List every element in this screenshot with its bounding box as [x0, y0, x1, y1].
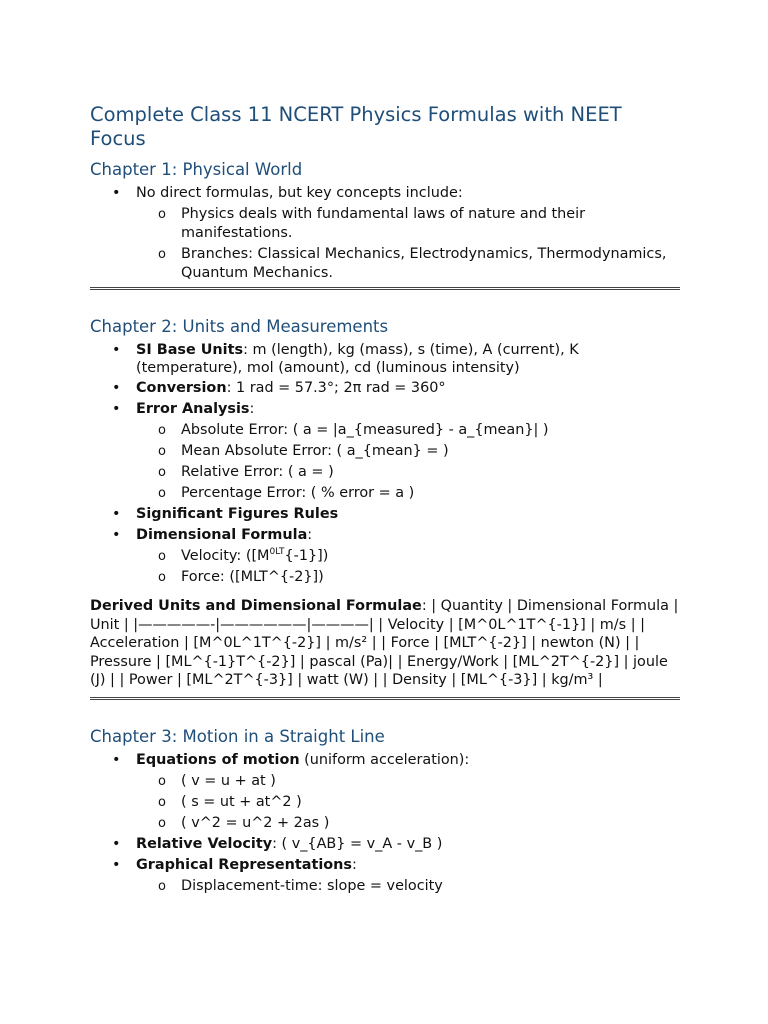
sub-item-text: Percentage Error: ( % error = a ): [181, 485, 415, 501]
sub-list-item: [91, 877, 680, 896]
error-sub-list: [136, 421, 680, 503]
sub-item-text: Displacement-time: slope = velocity: [181, 877, 443, 894]
sub-item-text: ( v^2 = u^2 + 2as ): [181, 814, 330, 831]
sub-bullet-icon: o: [158, 207, 166, 222]
sub-list-item: [91, 793, 680, 812]
dimensional-sub-list: [136, 547, 680, 587]
list-item: [90, 341, 680, 377]
sub-bullet-icon: o: [158, 878, 166, 894]
relative-velocity-text: : ( v_{AB} = v_A - v_B ): [272, 835, 443, 852]
chapter-2-heading: Chapter 2: Units and Measurements: [90, 317, 389, 336]
chapter-3-heading: Chapter 3: Motion in a Straight Line: [90, 726, 385, 746]
list-item: [90, 856, 680, 896]
section-divider: [90, 287, 680, 290]
equations-sub-list: [136, 772, 680, 833]
list-item: [90, 835, 680, 854]
sub-item-text: Physics deals with fundamental laws of nature and their manifestations.: [181, 206, 586, 241]
list-item: [90, 526, 680, 587]
chapter-3-list: [90, 751, 680, 896]
force-formula: Force: ([MLT^{-2}]): [181, 569, 324, 585]
bullet-icon: •: [112, 835, 121, 852]
sub-item-text: ( s = ut + at^2 ): [181, 793, 302, 810]
sub-bullet-icon: o: [158, 794, 166, 810]
bullet-icon: •: [112, 401, 121, 417]
chapter-1-list: [90, 184, 680, 283]
list-item: [90, 184, 680, 283]
derived-units-label: Derived Units and Dimensional Formulae: [90, 598, 422, 614]
sub-list-item: [91, 442, 680, 461]
sub-list-item: [91, 568, 680, 587]
error-analysis-label: Error Analysis: [136, 401, 250, 417]
graphical-representations-colon: :: [351, 856, 357, 873]
velocity-formula-superscript: 0LT: [269, 547, 285, 557]
sub-bullet-icon: o: [158, 549, 166, 564]
derived-units-paragraph: [90, 597, 680, 690]
velocity-formula: [181, 547, 680, 566]
sub-list: [136, 205, 680, 283]
bullet-icon: •: [112, 380, 121, 396]
bullet-icon: •: [112, 856, 121, 873]
sub-list-item: [91, 772, 680, 791]
graphical-representations-label: Graphical Representations: [136, 856, 352, 873]
list-item-text: No direct formulas, but key concepts include:: [136, 185, 463, 201]
bullet-icon: •: [112, 185, 121, 201]
sub-bullet-icon: o: [158, 444, 166, 459]
sub-bullet-icon: o: [158, 570, 166, 585]
si-units-label: SI Base Units: [136, 342, 244, 358]
list-item: [90, 751, 680, 833]
list-item: [90, 379, 680, 398]
si-units-text: : m (length), kg (mass), s (time), A (current), K (temperature), mol (amount), cd (luminous intensity): [136, 342, 579, 376]
document-page: [90, 103, 680, 898]
dimensional-formula-label: Dimensional Formula: [136, 527, 308, 543]
sub-bullet-icon: o: [158, 423, 166, 438]
sub-list-item: [91, 547, 680, 566]
sub-item-text: Absolute Error: ( a = |a_{measured} - a_{mean}| ): [181, 422, 549, 438]
sub-bullet-icon: o: [158, 465, 166, 480]
sub-bullet-icon: o: [158, 815, 166, 831]
bullet-icon: •: [112, 506, 121, 522]
chapter-1-heading: Chapter 1: Physical World: [90, 160, 303, 179]
conversion-label: Conversion: [136, 380, 227, 396]
sub-bullet-icon: o: [158, 486, 166, 501]
equations-of-motion-text: (uniform acceleration):: [299, 751, 470, 768]
sub-list-item: [91, 484, 680, 503]
graphical-sub-list: [136, 877, 680, 896]
velocity-formula-end: {-1}]): [284, 548, 329, 564]
page-title: Complete Class 11 NCERT Physics Formulas with NEET Focus: [90, 103, 622, 150]
sub-bullet-icon: o: [158, 247, 166, 262]
sub-list-item: [91, 205, 680, 243]
bullet-icon: •: [112, 342, 121, 358]
relative-velocity-label: Relative Velocity: [136, 835, 273, 852]
significant-figures-label: Significant Figures Rules: [136, 506, 339, 522]
list-item: [90, 400, 680, 503]
sub-item-text: Mean Absolute Error: ( a_{mean} = ): [181, 443, 449, 459]
list-item: [90, 505, 680, 524]
sub-list-item: [91, 245, 680, 283]
derived-units-text: : | Quantity | Dimensional Formula | Unit | |—————-|——————|————| | Velocity | [M^0L^1T^{-1}] | m/s | | Acceleration | [M^0L^1T^{-2}] | m/s² | | Force | [MLT^{-2}] | newton (N) | | Pressure | [ML^{-1}T^{-2}] | pascal (Pa)| | Energy/Work | [ML^2T^{-2}] | joule (J) | | Power | [ML^2T^{-3}] | watt (W) | | Density | [ML^{-3}] | kg/m³ |: [90, 598, 679, 688]
sub-list-item: [91, 421, 680, 440]
velocity-formula-start: Velocity: ([M: [181, 548, 270, 564]
bullet-icon: •: [112, 751, 121, 768]
conversion-text: : 1 rad = 57.3°; 2π rad = 360°: [226, 380, 446, 396]
dimensional-formula-colon: :: [307, 527, 313, 543]
sub-list-item: [91, 814, 680, 833]
error-analysis-colon: :: [249, 401, 255, 417]
equations-of-motion-label: Equations of motion: [136, 751, 300, 768]
bullet-icon: •: [112, 527, 121, 543]
sub-item-text: Branches: Classical Mechanics, Electrodynamics, Thermodynamics, Quantum Mechanics.: [181, 246, 667, 281]
sub-list-item: [91, 463, 680, 482]
section-divider: [90, 697, 680, 700]
sub-item-text: Relative Error: ( a = ): [181, 464, 334, 480]
sub-bullet-icon: o: [158, 773, 166, 789]
sub-item-text: ( v = u + at ): [181, 772, 276, 789]
chapter-2-list: [90, 341, 680, 587]
